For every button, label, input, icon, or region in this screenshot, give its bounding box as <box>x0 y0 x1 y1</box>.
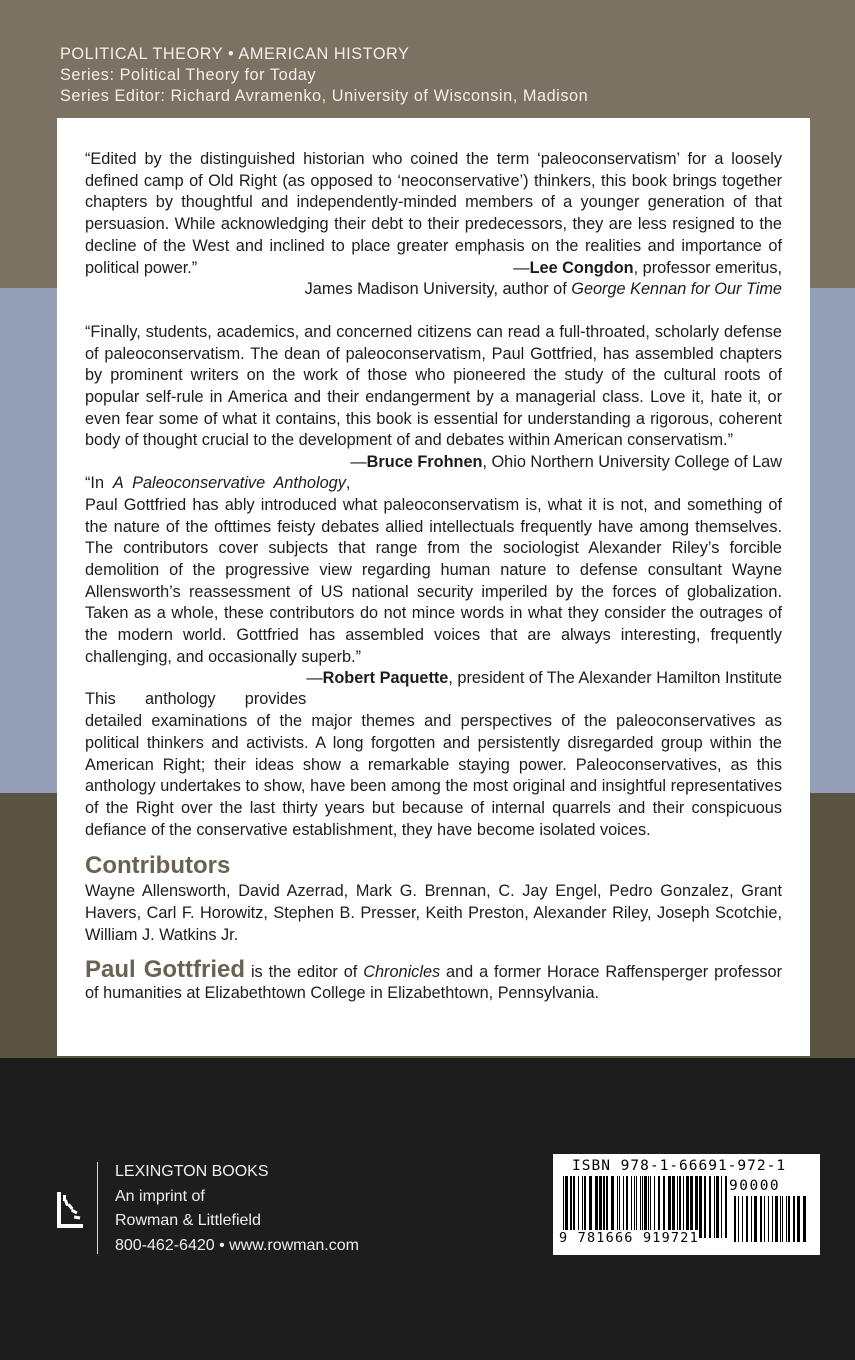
barcode-bar <box>611 1176 614 1238</box>
barcode-bar <box>644 1176 647 1238</box>
barcode-bar <box>573 1176 575 1238</box>
barcode-bar <box>668 1176 671 1238</box>
editor-name: Paul Gottfried <box>85 955 246 983</box>
isbn-barcode <box>553 1154 820 1255</box>
barcode-bar <box>648 1176 649 1238</box>
barcode-bar <box>775 1196 778 1242</box>
barcode-bar <box>582 1176 583 1238</box>
endorsement-congdon <box>85 149 782 301</box>
barcode-bar <box>663 1176 665 1238</box>
quote-author: Lee Congdon <box>529 258 634 277</box>
barcode-bar <box>793 1196 795 1242</box>
quote-attribution-continued: James Madison University, author of George Kennan for Our Time <box>304 280 782 299</box>
barcode-bar <box>677 1176 678 1238</box>
barcode-bar <box>695 1176 698 1238</box>
barcode-bar <box>617 1176 618 1238</box>
barcode-bar <box>690 1176 693 1238</box>
blurb-panel <box>57 118 810 1056</box>
publisher-divider <box>97 1162 98 1254</box>
quote-text: , Paul Gottfried has ably introduced what paleoconservatism is, what it is not, and something of the nature of the ofttimes feisty debates allied intellectuals frequently have among themselves. The contributors cover subjects that range from the sociologist Alexander Riley’s forcible demolition of the progressive view regarding human nature to defense consultant Wayne Allensworth’s reassessment of US national security imperiled by the forces of globalization. Taken as a whole, these contributors do not mince words in what they consider the outrages of the modern world. Gottfried has assembled voices that are always interesting, frequently challenging, and occasionally superb.” <box>85 474 782 666</box>
barcode-bar <box>642 1176 643 1238</box>
barcode-bar <box>780 1196 781 1242</box>
barcode-bar <box>589 1176 592 1238</box>
price-code: 90000 <box>729 1178 781 1194</box>
quote-author: Robert Paquette <box>322 669 449 688</box>
contributors-list: Wayne Allensworth, David Azerrad, Mark G. Brennan, C. Jay Engel, Pedro Gonzalez, Grant Havers, Carl F. Horowitz, Stephen B. Presser, Keith Preston, Alexander Riley, Joseph Scotchie, William J. Watkins Jr. <box>85 882 782 944</box>
barcode-bar <box>563 1176 564 1238</box>
ean-digits: 9 781666 919721 <box>559 1230 699 1246</box>
barcode-bar <box>658 1176 660 1238</box>
imprint-line: An imprint of <box>115 1187 205 1205</box>
barcode-bar <box>746 1196 748 1242</box>
lexington-logo-icon <box>55 1192 85 1228</box>
barcode-bar <box>764 1196 765 1242</box>
barcode-bar <box>683 1176 684 1238</box>
series-editor-line: Series Editor: Richard Avramenko, University of Wisconsin, Madison <box>60 87 589 105</box>
barcode-bar <box>631 1176 632 1238</box>
barcode-bar <box>565 1176 568 1238</box>
barcode-bar <box>570 1176 572 1238</box>
publisher-text <box>115 1160 359 1258</box>
barcode-bar <box>709 1176 711 1238</box>
barcode-bar <box>623 1176 624 1238</box>
barcode-bar <box>640 1176 641 1238</box>
quote-credential: , Ohio Northern University College of Law <box>482 453 782 472</box>
magazine-title: Chronicles <box>363 962 441 981</box>
barcode-bar <box>782 1196 783 1242</box>
barcode-bar <box>716 1176 719 1238</box>
barcode-bar <box>595 1176 598 1238</box>
contributors-heading: Contributors <box>85 852 231 880</box>
barcode-bar <box>772 1196 773 1242</box>
isbn-number: ISBN 978-1-66691-972-1 <box>572 1158 787 1174</box>
barcode-bar <box>699 1176 702 1238</box>
barcode-bar <box>714 1176 715 1238</box>
quote-text: “Edited by the distinguished historian who coined the term ‘paleoconservatism’ for a loosely defined camp of Old Right (as opposed to ‘neoconservative’) thinkers, this book brings together chapters by thoughtful and independently-minded members of a younger generation of that persuasion. While acknowledging their debt to their predecessors, they are less resigned to the decline of the West and inclined to place greater emphasis on the realities and importance of political power.” <box>85 150 782 277</box>
barcode-bar <box>650 1176 651 1238</box>
barcode-bar <box>626 1176 628 1238</box>
parent-publisher: Rowman & Littlefield <box>115 1212 261 1229</box>
barcode-bar <box>786 1196 787 1242</box>
series-line: Series: Political Theory for Today <box>60 66 317 84</box>
quote-attribution: —Lee Congdon, professor emeritus, <box>513 258 782 277</box>
barcode-bar <box>725 1176 727 1238</box>
barcode-bar <box>686 1176 689 1238</box>
barcode-bar <box>768 1196 769 1242</box>
barcode-bar <box>578 1176 579 1238</box>
barcode-bar <box>797 1196 800 1242</box>
quote-credential: , professor emeritus, <box>633 258 782 277</box>
anthology-title: A Paleoconservative Anthology <box>112 474 346 493</box>
barcode-bar <box>599 1176 602 1238</box>
quote-text: “Finally, students, academics, and concerned citizens can read a full-throated, scholarly defense of paleoconservatism. The dean of paleoconservatism, Paul Gottfried, has assembled chapters by prominent writers on the work of those who pioneered the study of the cultural roots of popular self-rule in America and their endangerment by a managerial class. Love it, hate it, or even fear some of what it contains, this book is essential for understanding a rigorous, coherent body of thought crucial to the development of and debates within American conservatism.” <box>85 322 782 450</box>
barcode-bar <box>603 1176 605 1238</box>
publisher-contact: 800-462-6420 • www.rowman.com <box>115 1236 359 1254</box>
quote-attribution: —Bruce Frohnen, Ohio Northern University College of Law <box>350 453 782 472</box>
barcode-bar <box>788 1196 790 1242</box>
barcode-bar <box>721 1176 722 1238</box>
barcode-bar <box>704 1176 706 1238</box>
barcode-bar <box>606 1176 608 1238</box>
barcode-bar <box>672 1176 675 1238</box>
endorsement-frohnen <box>85 322 782 472</box>
quote-credential: , president of The Alexander Hamilton Institute <box>448 669 782 688</box>
barcode-bar <box>738 1196 739 1242</box>
editor-bio: Paul Gottfried is the editor of Chronicles and a former Horace Raffensperger professor of humanities at Elizabethtown College in Elizabethtown, Pennsylvania. <box>85 955 782 1002</box>
barcode-bar <box>636 1176 637 1238</box>
barcode-bar <box>654 1176 655 1238</box>
ean-barcode-bars <box>563 1176 729 1238</box>
barcode-bar <box>734 1196 736 1242</box>
barcode-bar <box>742 1196 743 1242</box>
book-description: This anthology provides detailed examinations of the major themes and perspectives of the paleoconservatives as political thinkers and activists. A long forgotten and persistently disregarded group within the American Right; their ideas show a remarkable staying power. Paleoconservatives, as this anthology undertakes to show, have been among the most original and insightful representatives of the Right over the last thirty years but because of internal quarrels and their conspicuous defiance of the conservative establishment, they have become isolated voices. <box>85 690 782 839</box>
barcode-bar <box>584 1176 586 1238</box>
quote-author: Bruce Frohnen <box>366 453 483 472</box>
barcode-bar <box>751 1196 752 1242</box>
barcode-bar <box>760 1196 762 1242</box>
barcode-bar <box>754 1196 757 1242</box>
barcode-bar <box>619 1176 620 1238</box>
subject-line: POLITICAL THEORY • AMERICAN HISTORY <box>60 45 410 63</box>
barcode-bar <box>679 1176 681 1238</box>
barcode-bar <box>634 1176 635 1238</box>
endorsement-paquette: “In A Paleoconservative Anthology, Paul Gottfried has ably introduced what paleoconservatism is, what it is not, and something of the nature of the ofttimes feisty debates allied intellectuals frequently have among themselves. The contributors cover subjects that range from the sociologist Alexander Riley’s forcible demolition of the progressive view regarding human nature to defense consultant Wayne Allensworth’s reassessment of US national security imperiled by the forces of globalization. Taken as a whole, these contributors do not mince words in what they consider the outrages of the modern world. Gottfried has assembled voices that are always interesting, frequently challenging, and occasionally superb.” —Robert Paquette, president of The Alexander Hamilton Institute <box>85 473 782 668</box>
addon-barcode-bars <box>734 1196 806 1242</box>
quote-attribution: —Robert Paquette, president of The Alexander Hamilton Institute <box>306 669 782 688</box>
book-title: George Kennan for Our Time <box>571 280 782 299</box>
barcode-bar <box>803 1196 806 1242</box>
cover-header <box>60 44 588 107</box>
publisher-name: LEXINGTON BOOKS <box>115 1163 269 1180</box>
